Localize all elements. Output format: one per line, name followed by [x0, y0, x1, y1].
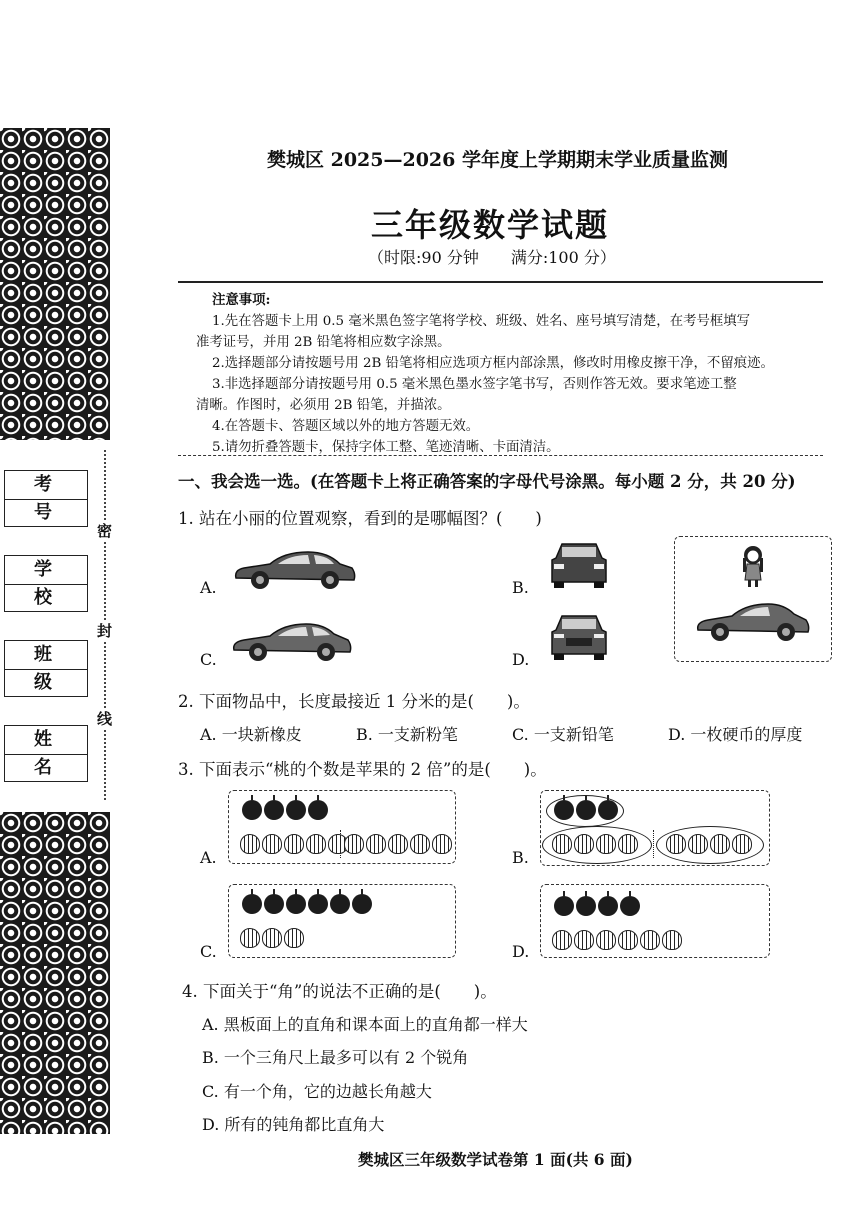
name-label: 姓 名 — [5, 726, 87, 755]
question-4: 4. 下面关于“角”的说法不正确的是( )。 — [182, 982, 497, 1001]
notes-rule — [178, 455, 823, 456]
exam-meta: （时限:90 分钟 满分:100 分） — [368, 248, 616, 267]
notes-line: 清晰。作图时，必须用 2B 铅笔，并描浓。 — [196, 398, 451, 413]
apple-icon — [308, 894, 328, 914]
exam-number-label: 考 号 — [5, 471, 87, 500]
peach-icon — [574, 834, 594, 854]
q2-option-d: D. 一枚硬币的厚度 — [668, 725, 803, 744]
peach-icon — [662, 930, 682, 950]
peach-icon — [240, 834, 260, 854]
apple-icon — [620, 896, 640, 916]
q1-label-a: A. — [200, 578, 217, 597]
q4-option-c: C. 有一个角，它的边越长角越大 — [202, 1082, 432, 1101]
peach-icon — [262, 928, 282, 948]
apple-icon — [308, 800, 328, 820]
peach-icon — [688, 834, 708, 854]
apple-icon — [242, 800, 262, 820]
peach-icon — [306, 834, 326, 854]
peach-icon — [344, 834, 364, 854]
notes-line: 准考证号，并用 2B 铅笔将相应数字涂黑。 — [196, 335, 451, 350]
school-label: 学 校 — [5, 556, 87, 585]
seal-char-xian: 线 — [97, 710, 113, 728]
apple-icon — [286, 800, 306, 820]
notes-title: 注意事项: — [212, 292, 271, 308]
apple-icon — [286, 894, 306, 914]
q2-option-c: C. 一支新铅笔 — [512, 725, 614, 744]
q1-label-c: C. — [200, 650, 217, 669]
q3-label-a: A. — [200, 848, 217, 867]
apple-row — [242, 894, 372, 914]
question-1: 1. 站在小丽的位置观察，看到的是哪幅图？( ) — [178, 509, 542, 528]
peach-icon — [640, 930, 660, 950]
apple-row — [554, 896, 640, 916]
peach-icon — [618, 834, 638, 854]
peach-row — [344, 834, 452, 854]
divider — [653, 830, 654, 858]
peach-row — [240, 928, 304, 948]
q2-option-a: A. 一块新橡皮 — [200, 725, 302, 744]
peach-icon — [410, 834, 430, 854]
apple-icon — [264, 894, 284, 914]
peach-icon — [618, 930, 638, 950]
apple-row — [242, 800, 328, 820]
peach-icon — [262, 834, 282, 854]
name-box — [4, 725, 88, 782]
apple-icon — [554, 896, 574, 916]
apple-icon — [598, 800, 618, 820]
section-heading: 一、我会选一选。(在答题卡上将正确答案的字母代号涂黑。每小题 2 分，共 20 分) — [178, 472, 796, 491]
q3-label-c: C. — [200, 942, 217, 961]
peach-icon — [284, 834, 304, 854]
peach-icon — [574, 930, 594, 950]
apple-icon — [598, 896, 618, 916]
school-box — [4, 555, 88, 612]
apple-icon — [264, 800, 284, 820]
apple-icon — [554, 800, 574, 820]
q1-label-d: D. — [512, 650, 530, 669]
peach-icon — [366, 834, 386, 854]
peach-icon — [284, 928, 304, 948]
peach-icon — [710, 834, 730, 854]
seal-char-feng: 封 — [97, 622, 113, 640]
exam-title: 三年级数学试题 — [371, 206, 610, 244]
q1-label-b: B. — [512, 578, 529, 597]
apple-icon — [576, 800, 596, 820]
q2-option-b: B. 一支新粉笔 — [356, 725, 458, 744]
peach-icon — [666, 834, 686, 854]
girl-icon — [738, 544, 768, 588]
apple-icon — [242, 894, 262, 914]
notes-line: 5.请勿折叠答题卡，保持字体工整、笔迹清晰、卡面清洁。 — [212, 440, 560, 455]
apple-icon — [576, 896, 596, 916]
apple-icon — [352, 894, 372, 914]
car-front-icon — [548, 612, 610, 662]
q3-label-d: D. — [512, 942, 530, 961]
car-side-icon — [694, 598, 810, 642]
peach-row — [552, 834, 638, 854]
car-side-icon — [232, 548, 358, 590]
notes-line: 1.先在答题卡上用 0.5 毫米黑色签字笔将学校、班级、姓名、座号填写清楚，在考号框填写 — [212, 314, 751, 329]
peach-icon — [596, 930, 616, 950]
header-rule — [178, 281, 823, 283]
peach-row — [240, 834, 348, 854]
peach-icon — [388, 834, 408, 854]
notes-line: 4.在答题卡、答题区域以外的地方答题无效。 — [212, 419, 480, 434]
exam-number-box — [4, 470, 88, 527]
divider — [340, 830, 341, 858]
peach-icon — [240, 928, 260, 948]
binding-pattern-bottom — [0, 812, 110, 1134]
binding-pattern-top — [0, 128, 110, 440]
class-label: 班 级 — [5, 641, 87, 670]
car-rear-icon — [548, 540, 610, 590]
peach-icon — [732, 834, 752, 854]
notes-line: 3.非选择题部分请按题号用 0.5 毫米黑色墨水签字笔书写，否则作答无效。要求笔迹工整 — [212, 377, 737, 392]
notes-block — [178, 290, 823, 458]
peach-row — [666, 834, 752, 854]
q3-label-b: B. — [512, 848, 529, 867]
peach-icon — [432, 834, 452, 854]
question-2: 2. 下面物品中，长度最接近 1 分米的是( )。 — [178, 692, 530, 711]
page-footer: 樊城区三年级数学试卷第 1 面(共 6 面) — [358, 1150, 633, 1169]
exam-subtitle: 樊城区 2025—2026 学年度上学期期末学业质量监测 — [267, 149, 728, 171]
car-side-icon — [230, 620, 354, 662]
peach-icon — [596, 834, 616, 854]
q4-option-b: B. 一个三角尺上最多可以有 2 个锐角 — [202, 1048, 469, 1067]
apple-icon — [330, 894, 350, 914]
apple-row — [554, 800, 618, 820]
seal-char-mi: 密 — [97, 522, 113, 540]
q4-option-d: D. 所有的钝角都比直角大 — [202, 1115, 385, 1134]
class-box — [4, 640, 88, 697]
question-3: 3. 下面表示“桃的个数是苹果的 2 倍”的是( )。 — [178, 760, 547, 779]
peach-row — [552, 930, 682, 950]
peach-icon — [552, 834, 572, 854]
notes-line: 2.选择题部分请按题号用 2B 铅笔将相应选项方框内部涂黑，修改时用橡皮擦干净，不留痕迹。 — [212, 356, 774, 371]
q4-option-a: A. 黑板面上的直角和课本面上的直角都一样大 — [202, 1015, 528, 1034]
peach-icon — [552, 930, 572, 950]
